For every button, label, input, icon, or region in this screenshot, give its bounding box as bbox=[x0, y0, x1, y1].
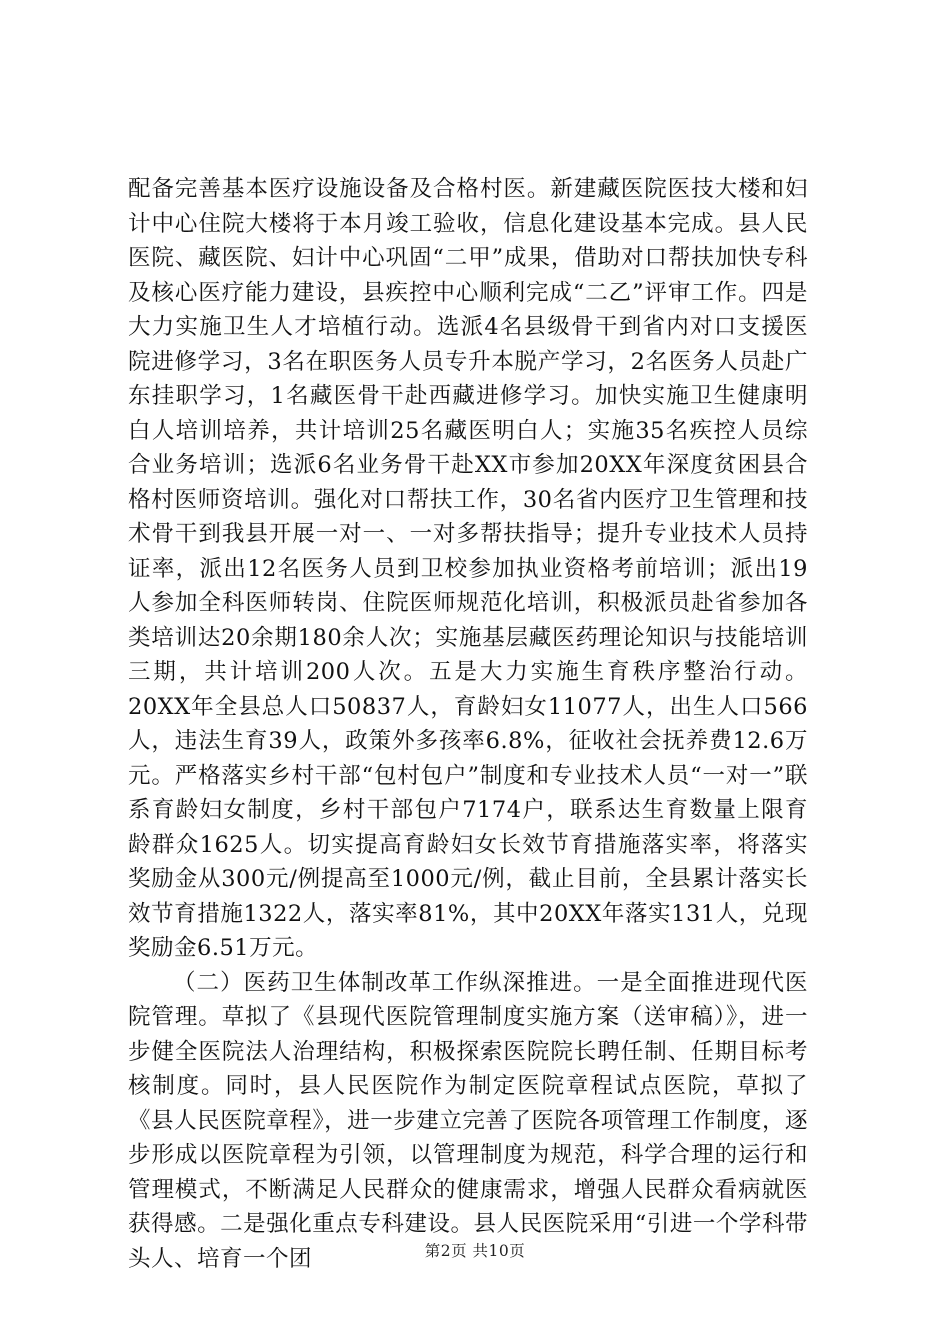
body-paragraph: 配备完善基本医疗设施设备及合格村医。新建藏医院医技大楼和妇计中心住院大楼将于本月竣工验收，信息化建设基本完成。县人民医院、藏医院、妇计中心巩固“二甲”成果，借助对口帮扶加快专科及核心医疗能力建设，县疾控中心顺利完成“二乙”评审工作。四是大力实施卫生人才培植行动。选派4名县级骨干到省内对口支援医院进修学习，3名在职医务人员专升本脱产学习，2名医务人员赴广东挂职学习，1名藏医骨干赴西藏进修学习。加快实施卫生健康明白人培训培养，共计培训25名藏医明白人；实施35名疾控人员综合业务培训；选派6名业务骨干赴XX市参加20XX年深度贫困县合格村医师资培训。强化对口帮扶工作，30名省内医疗卫生管理和技术骨干到我县开展一对一、一对多帮扶指导；提升专业技术人员持证率，派出12名医务人员到卫校参加执业资格考前培训；派出19人参加全科医师转岗、住院医师规范化培训，积极派员赴省参加各类培训达20余期180余人次；实施基层藏医药理论知识与技能培训三期，共计培训200人次。五是大力实施生育秩序整治行动。20XX年全县总人口50837人，育龄妇女11077人，出生人口566人，违法生育39人，政策外多孩率6.8%，征收社会抚养费12.6万元。严格落实乡村干部“包村包户”制度和专业技术人员“一对一”联系育龄妇女制度，乡村干部包户7174户，联系达生育数量上限育龄群众1625人。切实提高育龄妇女长效节育措施落实率，将落实奖励金从300元/例提高至1000元/例，截止目前，全县累计落实长效节育措施1322人，落实率81%，其中20XX年落实131人，兑现奖励金6.51万元。 bbox=[128, 176, 808, 961]
body-paragraph: （二）医药卫生体制改革工作纵深推进。一是全面推进现代医院管理。草拟了《县现代医院管理制度实施方案（送审稿）》，进一步健全医院法人治理结构，积极探索医院院长聘任制、任期目标考核制度。同时，县人民医院作为制定医院章程试点医院，草拟了《县人民医院章程》，进一步建立完善了医院各项管理工作制度，逐步形成以医院章程为引领，以管理制度为规范，科学合理的运行和管理模式，不断满足人民群众的健康需求，增强人民群众看病就医获得感。二是强化重点专科建设。县人民医院采用“引进一个学科带头人、培育一个团 bbox=[128, 969, 808, 1272]
document-body bbox=[128, 172, 808, 1276]
page-number-footer: 第2页 共10页 bbox=[424, 1242, 526, 1260]
